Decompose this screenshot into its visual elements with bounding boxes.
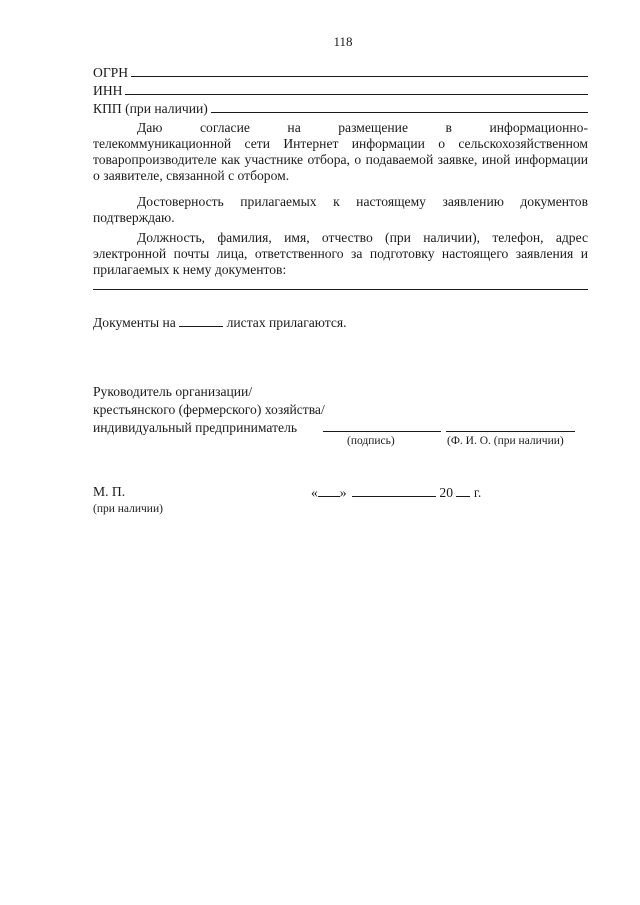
documents-prefix: Документы на bbox=[93, 315, 176, 330]
signature-blank-line bbox=[323, 431, 441, 432]
page-number: 118 bbox=[333, 34, 353, 49]
responsible-blank-line bbox=[93, 289, 588, 290]
consent-rest: телекоммуникационной сети Интернет информации о сельскохозяйственном товаропроизводителе как участнике отбора, о подаваемой заявке, иной информации о заявителе, связанной с отбором. bbox=[93, 136, 588, 183]
signature-title-line1: Руководитель организации/ bbox=[93, 384, 253, 399]
date-open-quote: « bbox=[311, 485, 318, 500]
ogrn-label: ОГРН bbox=[93, 65, 129, 80]
kpp-blank-line bbox=[211, 100, 588, 113]
stamp-label: М. П. bbox=[93, 484, 126, 499]
year-suffix: г. bbox=[473, 485, 482, 500]
signature-role-text: индивидуальный предприниматель bbox=[93, 420, 298, 435]
responsible-paragraph bbox=[93, 230, 588, 278]
year-blank bbox=[456, 484, 470, 497]
documents-suffix: листах прилагаются. bbox=[226, 315, 347, 330]
inn-label: ИНН bbox=[93, 83, 123, 98]
inn-blank-line bbox=[125, 82, 588, 95]
kpp-label: КПП (при наличии) bbox=[93, 101, 208, 116]
authenticity-text: Достоверность прилагаемых к настоящему заявлению документов подтверждаю. bbox=[93, 194, 588, 225]
year-prefix: 20 bbox=[439, 485, 453, 500]
date-close-quote: » bbox=[339, 485, 347, 500]
consent-first-line: Даю согласие на размещение в информационно- bbox=[137, 120, 588, 135]
signature-title-line2: крестьянского (фермерского) хозяйства/ bbox=[93, 402, 325, 417]
name-blank-line bbox=[446, 431, 575, 432]
day-blank bbox=[318, 484, 340, 497]
inn-field bbox=[93, 82, 588, 98]
documents-line bbox=[93, 314, 347, 331]
ogrn-blank-line bbox=[131, 64, 588, 77]
ogrn-field bbox=[93, 64, 588, 80]
authenticity-paragraph bbox=[93, 194, 588, 226]
caption-signature: (подпись) bbox=[347, 435, 395, 447]
month-blank bbox=[352, 484, 436, 497]
stamp-note: (при наличии) bbox=[93, 503, 163, 515]
documents-count-blank bbox=[179, 314, 223, 327]
responsible-text: Должность, фамилия, имя, отчество (при наличии), телефон, адрес электронной почты лица, ответственного за подготовку настоящего заявления и прилагаемых к нему документов: bbox=[93, 230, 588, 277]
consent-paragraph bbox=[93, 120, 588, 184]
date-line bbox=[311, 484, 481, 501]
caption-full-name: (Ф. И. О. (при наличии) bbox=[447, 435, 564, 447]
signature-title-line3 bbox=[93, 420, 297, 436]
kpp-field bbox=[93, 100, 588, 116]
